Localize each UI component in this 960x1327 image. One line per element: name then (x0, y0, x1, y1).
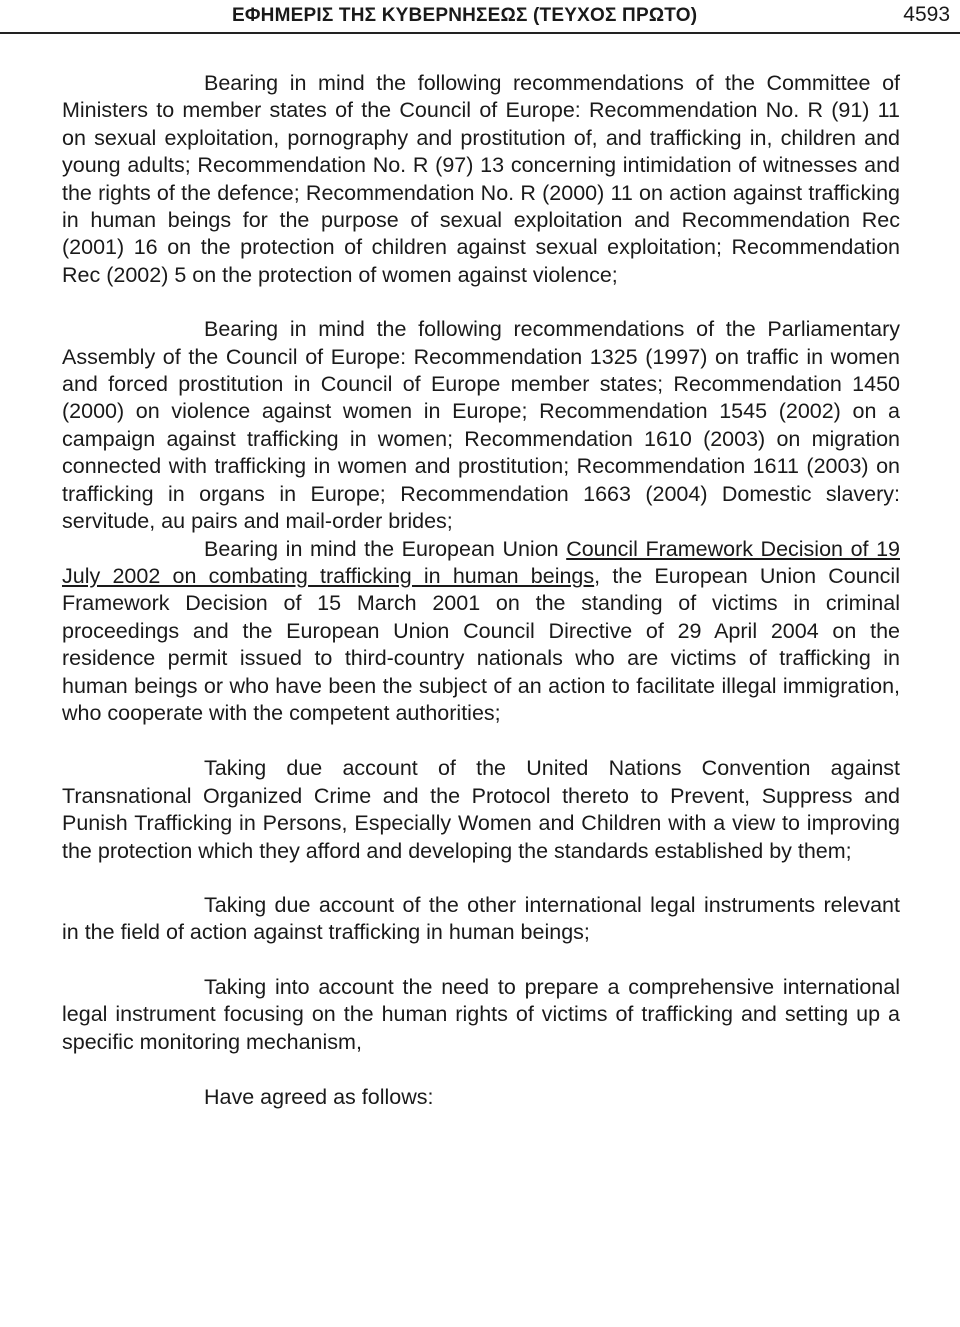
paragraph-european-union (62, 536, 900, 728)
paragraph-un-convention: Taking due account of the United Nations Convention against Transnational Organized Crime and the Protocol thereto to Prevent, Suppress and Punish Trafficking in Persons, Especially Women and Children with a view to improving the protection which they afford and developing the standards established by them; (62, 756, 900, 863)
gazette-title: ΕΦΗΜΕΡΙΣ ΤΗΣ ΚΥΒΕΡΝΗΣΕΩΣ (ΤΕΥΧΟΣ ΠΡΩΤΟ) (232, 5, 698, 26)
paragraph-comprehensive-instrument: Taking into account the need to prepare a comprehensive international legal instrument focusing on the human rights of victims of trafficking and setting up a specific monitoring mechanism, (62, 974, 900, 1054)
paragraph-other-instruments: Taking due account of the other international legal instruments relevant in the field of action against trafficking in human beings; (62, 892, 900, 945)
eu-remaining-text: , the European Union Council Framework Decision of 15 March 2001 on the standing of victims in criminal proceedings and the European Union Council Directive of 29 April 2004 on the residence permit issued to third-country nationals who are victims of trafficking in human beings or who have been the subject of an action to facilitate illegal immigration, who cooperate with the competent authorities; (62, 563, 900, 725)
document-body (62, 70, 900, 1111)
paragraph-committee-of-ministers: Bearing in mind the following recommendations of the Committee of Ministers to member states of the Council of Europe: Recommendation No. R (91) 11 on sexual exploitation, pornography and prostitution of, and trafficking in, children and young adults; Recommendation No. R (97) 13 concerning intimidation of witnesses and the rights of the defence; Recommendation No. R (2000) 11 on action against trafficking in human beings for the purpose of sexual exploitation and Recommendation Rec (2001) 16 on the protection of children against sexual exploitation; Recommendation Rec (2002) 5 on the protection of women against violence; (62, 71, 900, 287)
page-header (0, 0, 960, 34)
paragraph-parliamentary-assembly: Bearing in mind the following recommendations of the Parliamentary Assembly of the Council of Europe: Recommendation 1325 (1997) on traffic in women and forced prostitution in Council of Europe member states; Recommendation 1450 (2000) on violence against women in Europe; Recommendation 1545 (2002) on a campaign against trafficking in women; Recommendation 1610 (2003) on migration connected with trafficking in women and prostitution; Recommendation 1611 (2003) on trafficking in organs in Europe; Recommendation 1663 (2004) Domestic slavery: servitude, au pairs and mail-order brides; (62, 317, 900, 534)
page-number: 4593 (903, 3, 950, 26)
paragraph-agreed: Have agreed as follows: (204, 1085, 434, 1109)
eu-intro-text: Bearing in mind the European Union (204, 536, 567, 561)
framework-decision-link-text: Council Framework Decision of 19 July 2002 on combating trafficking in human beings (62, 536, 900, 588)
